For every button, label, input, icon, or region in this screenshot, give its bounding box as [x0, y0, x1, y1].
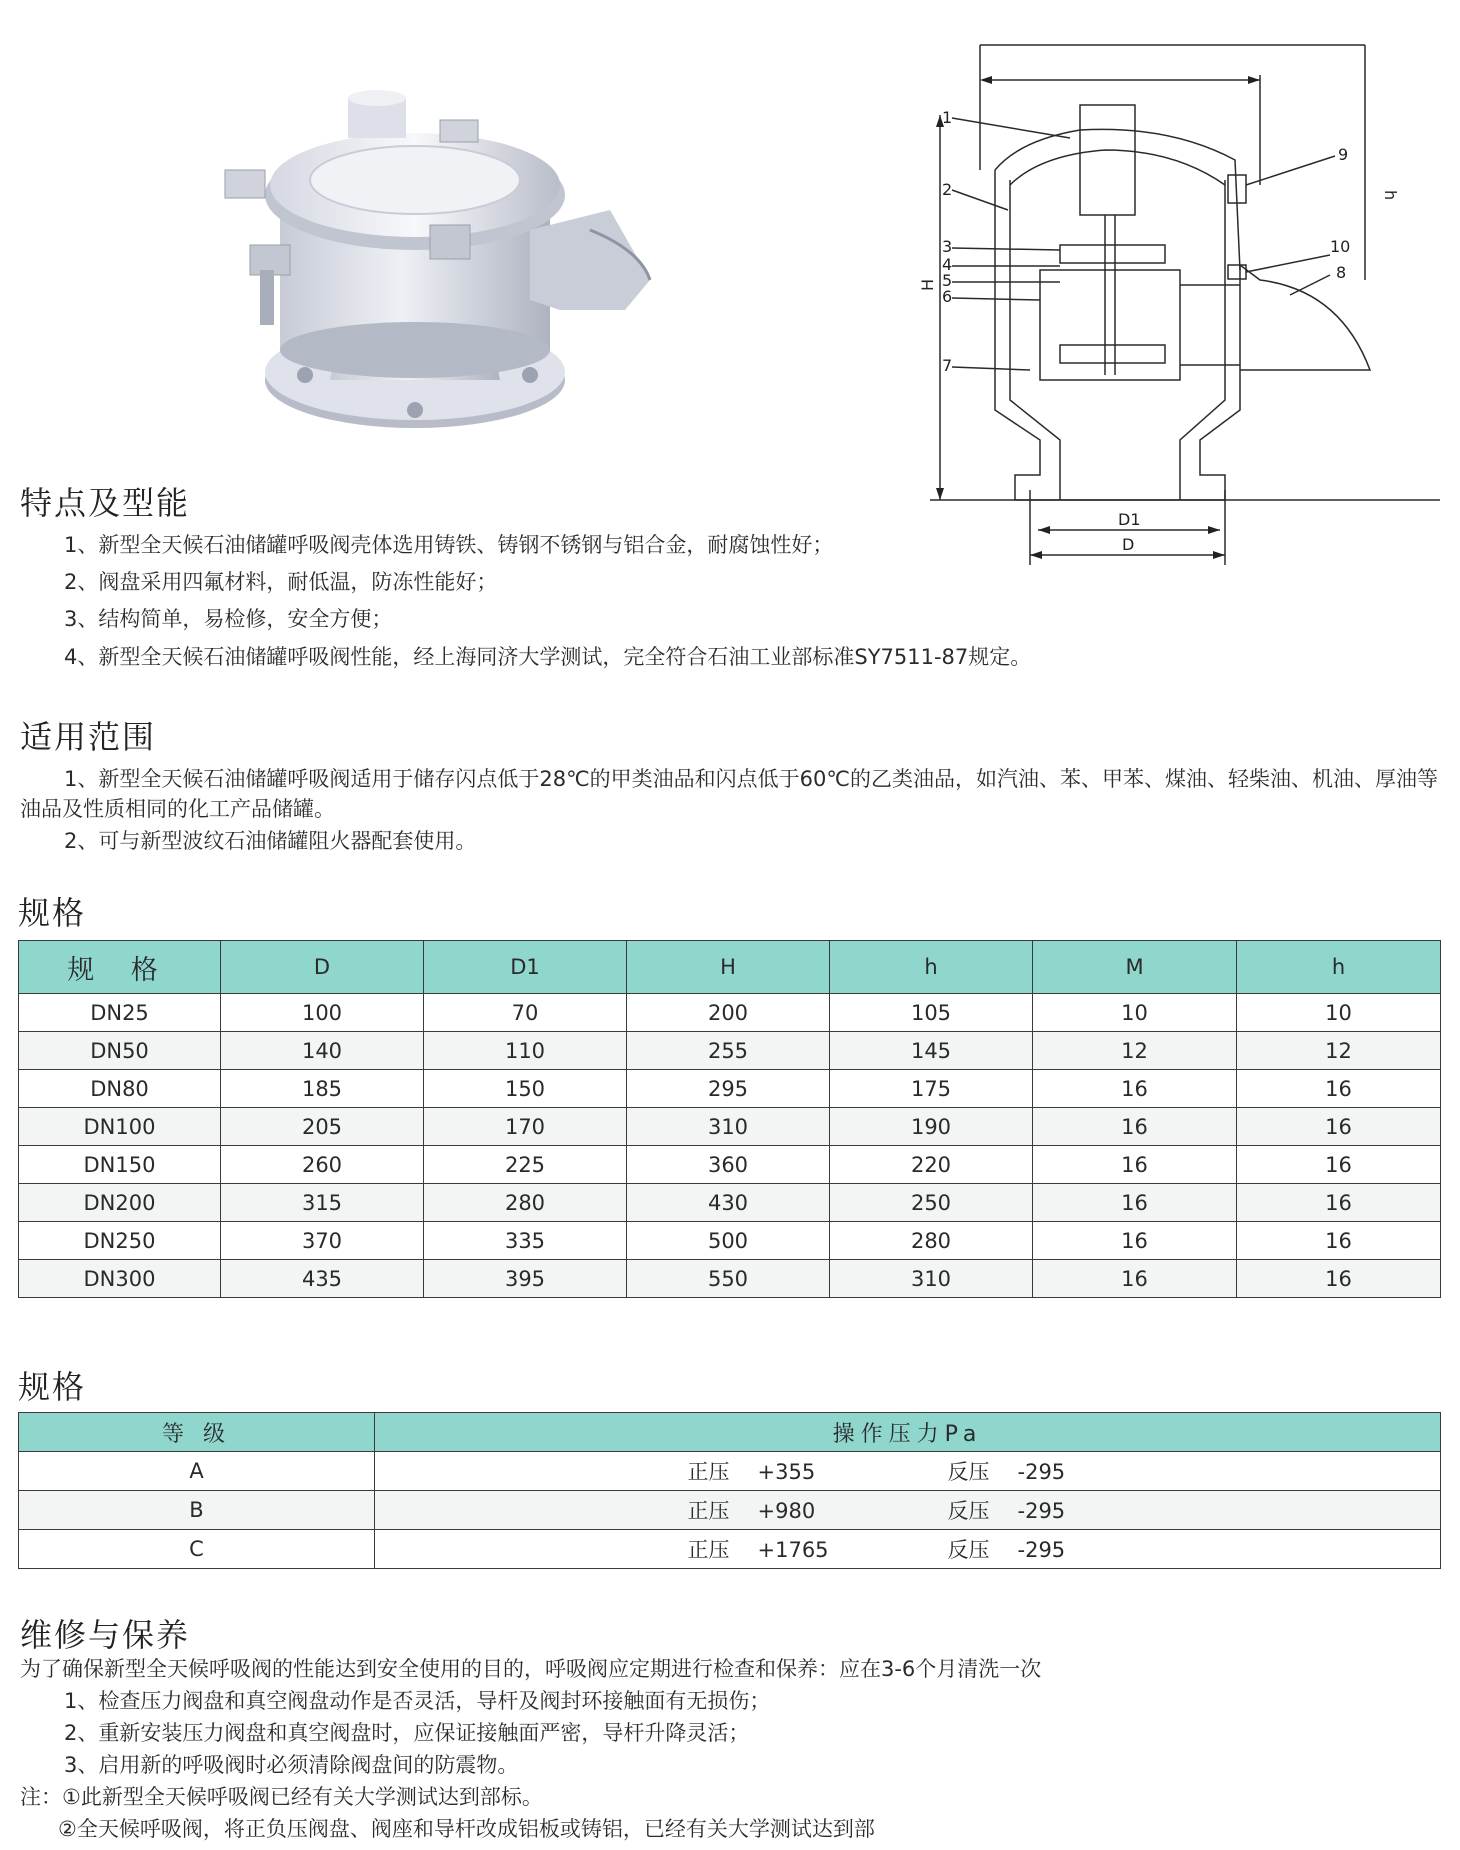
- part-5: 5: [942, 271, 953, 290]
- table-cell: 430: [627, 1184, 830, 1222]
- col-header-pressure: 操作压力Pa: [375, 1413, 1441, 1452]
- table-cell: 16: [1237, 1222, 1441, 1260]
- grade-heading: 规格: [18, 1368, 87, 1406]
- table-cell: 335: [424, 1222, 627, 1260]
- scope-heading: 适用范围: [20, 718, 157, 756]
- col-header-H: H: [627, 941, 830, 994]
- table-cell: DN200: [19, 1184, 221, 1222]
- part-10: 10: [1330, 237, 1351, 256]
- positive-value: +355: [757, 1460, 816, 1484]
- product-photo: [230, 80, 670, 440]
- table-cell: 16: [1237, 1260, 1441, 1298]
- table-cell: 145: [830, 1032, 1033, 1070]
- table-cell: 16: [1033, 1184, 1237, 1222]
- part-8: 8: [1336, 263, 1347, 282]
- table-cell: DN150: [19, 1146, 221, 1184]
- table-cell: 280: [424, 1184, 627, 1222]
- technical-drawing: [920, 20, 1460, 580]
- table-cell: 175: [830, 1070, 1033, 1108]
- table-cell: 255: [627, 1032, 830, 1070]
- pressure-cell: [375, 1491, 1441, 1530]
- note-2: ②全天候呼吸阀，将正负压阀盘、阀座和导杆改成铝板或铸铝，已经有关大学测试达到部: [58, 1817, 875, 1841]
- negative-label: 反压: [947, 1460, 990, 1484]
- table-cell: 190: [830, 1108, 1033, 1146]
- table-cell: 225: [424, 1146, 627, 1184]
- spec-heading: 规格: [18, 894, 87, 932]
- table-cell: 16: [1033, 1222, 1237, 1260]
- part-6: 6: [942, 287, 953, 306]
- col-header-spec: 规 格: [19, 941, 221, 994]
- part-4: 4: [942, 255, 953, 274]
- maintenance-item-2: 2、重新安装压力阀盘和真空阀盘时，应保证接触面严密，导杆升降灵活；: [64, 1721, 750, 1745]
- table-cell: 16: [1033, 1108, 1237, 1146]
- table-cell: 16: [1237, 1070, 1441, 1108]
- positive-label: 正压: [687, 1499, 730, 1523]
- table-cell: 220: [830, 1146, 1033, 1184]
- table-cell: 10: [1237, 994, 1441, 1032]
- grade-cell: C: [19, 1530, 375, 1569]
- col-header-h2: h: [1237, 941, 1441, 994]
- positive-label: 正压: [687, 1460, 730, 1484]
- table-row: [19, 1032, 1441, 1070]
- maintenance-item-1: 1、检查压力阀盘和真空阀盘动作是否灵活，导杆及阀封环接触面有无损伤；: [64, 1689, 771, 1713]
- table-cell: 70: [424, 994, 627, 1032]
- table-row: [19, 1146, 1441, 1184]
- negative-value: -295: [1017, 1460, 1066, 1484]
- pressure-cell: [375, 1452, 1441, 1491]
- table-cell: DN50: [19, 1032, 221, 1070]
- col-header-M: M: [1033, 941, 1237, 994]
- table-cell: 550: [627, 1260, 830, 1298]
- table-cell: 140: [221, 1032, 424, 1070]
- table-row: [19, 1260, 1441, 1298]
- negative-label: 反压: [947, 1499, 990, 1523]
- table-cell: 10: [1033, 994, 1237, 1032]
- table-cell: 280: [830, 1222, 1033, 1260]
- dim-D1-label: D1: [1118, 510, 1141, 529]
- dim-h-label: h: [1381, 190, 1400, 201]
- table-cell: 100: [221, 994, 424, 1032]
- table-cell: 170: [424, 1108, 627, 1146]
- table-cell: 12: [1033, 1032, 1237, 1070]
- table-cell: 16: [1033, 1260, 1237, 1298]
- maintenance-item-3: 3、启用新的呼吸阀时必须清除阀盘间的防震物。: [64, 1753, 519, 1777]
- table-cell: DN250: [19, 1222, 221, 1260]
- pressure-cell: [375, 1530, 1441, 1569]
- table-row: [19, 1184, 1441, 1222]
- table-cell: 16: [1033, 1070, 1237, 1108]
- table-cell: 500: [627, 1222, 830, 1260]
- scope-item-2: 2、可与新型波纹石油储罐阻火器配套使用。: [64, 829, 477, 853]
- table-cell: 12: [1237, 1032, 1441, 1070]
- features-heading: 特点及型能: [20, 484, 191, 522]
- table-row: [19, 1070, 1441, 1108]
- features-item-4: 4、新型全天候石油储罐呼吸阀性能，经上海同济大学测试，完全符合石油工业部标准SY7511-87规定。: [64, 645, 1032, 669]
- negative-label: 反压: [947, 1538, 990, 1562]
- negative-value: -295: [1017, 1499, 1066, 1523]
- positive-value: +980: [757, 1499, 816, 1523]
- table-cell: 16: [1237, 1184, 1441, 1222]
- table-cell: 16: [1237, 1146, 1441, 1184]
- positive-value: +1765: [757, 1538, 829, 1562]
- negative-value: -295: [1017, 1538, 1066, 1562]
- col-header-D1: D1: [424, 941, 627, 994]
- table-row: [19, 1452, 1441, 1491]
- table-cell: 260: [221, 1146, 424, 1184]
- table-row: [19, 1108, 1441, 1146]
- part-3: 3: [942, 237, 953, 256]
- features-item-3: 3、结构简单，易检修，安全方便；: [64, 607, 393, 631]
- grade-cell: B: [19, 1491, 375, 1530]
- table-cell: 200: [627, 994, 830, 1032]
- features-item-1: 1、新型全天候石油储罐呼吸阀壳体选用铸铁、铸钢不锈钢与铝合金，耐腐蚀性好；: [64, 533, 834, 557]
- grade-cell: A: [19, 1452, 375, 1491]
- table-row: [19, 1222, 1441, 1260]
- table-cell: 295: [627, 1070, 830, 1108]
- table-cell: 110: [424, 1032, 627, 1070]
- col-header-grade: 等 级: [19, 1413, 375, 1452]
- dim-H-label: H: [918, 278, 937, 291]
- table-cell: 250: [830, 1184, 1033, 1222]
- table-cell: 105: [830, 994, 1033, 1032]
- table-cell: 16: [1033, 1146, 1237, 1184]
- table-row: [19, 1491, 1441, 1530]
- scope-item-1: 1、新型全天候石油储罐呼吸阀适用于储存闪点低于28℃的甲类油品和闪点低于60℃的乙类油品，如汽油、苯、甲苯、煤油、轻柴油、机油、厚油等油品及性质相同的化工产品储罐。: [20, 767, 1438, 821]
- table-cell: 435: [221, 1260, 424, 1298]
- table-cell: DN100: [19, 1108, 221, 1146]
- maintenance-heading: 维修与保养: [20, 1616, 191, 1654]
- positive-label: 正压: [687, 1538, 730, 1562]
- table-cell: 370: [221, 1222, 424, 1260]
- table-cell: 205: [221, 1108, 424, 1146]
- part-1: 1: [942, 108, 953, 127]
- table-cell: 310: [830, 1260, 1033, 1298]
- features-item-2: 2、阀盘采用四氟材料，耐低温，防冻性能好；: [64, 570, 498, 594]
- grade-table: [18, 1412, 1441, 1569]
- part-7: 7: [942, 356, 953, 375]
- note-1: 注：①此新型全天候呼吸阀已经有关大学测试达到部标。: [20, 1785, 543, 1809]
- table-row: [19, 994, 1441, 1032]
- table-cell: DN300: [19, 1260, 221, 1298]
- col-header-h: h: [830, 941, 1033, 994]
- maintenance-intro: 为了确保新型全天候呼吸阀的性能达到安全使用的目的，呼吸阀应定期进行检查和保养：应在3-6个月清洗一次: [20, 1657, 1042, 1681]
- table-cell: 16: [1237, 1108, 1441, 1146]
- spec-table: [18, 940, 1441, 1298]
- table-cell: 310: [627, 1108, 830, 1146]
- table-cell: DN25: [19, 994, 221, 1032]
- table-cell: 395: [424, 1260, 627, 1298]
- table-cell: 150: [424, 1070, 627, 1108]
- part-2: 2: [942, 180, 953, 199]
- part-9: 9: [1338, 145, 1349, 164]
- table-cell: DN80: [19, 1070, 221, 1108]
- col-header-D: D: [221, 941, 424, 994]
- dim-D-label: D: [1122, 535, 1135, 554]
- table-cell: 360: [627, 1146, 830, 1184]
- table-cell: 185: [221, 1070, 424, 1108]
- table-row: [19, 1530, 1441, 1569]
- table-cell: 315: [221, 1184, 424, 1222]
